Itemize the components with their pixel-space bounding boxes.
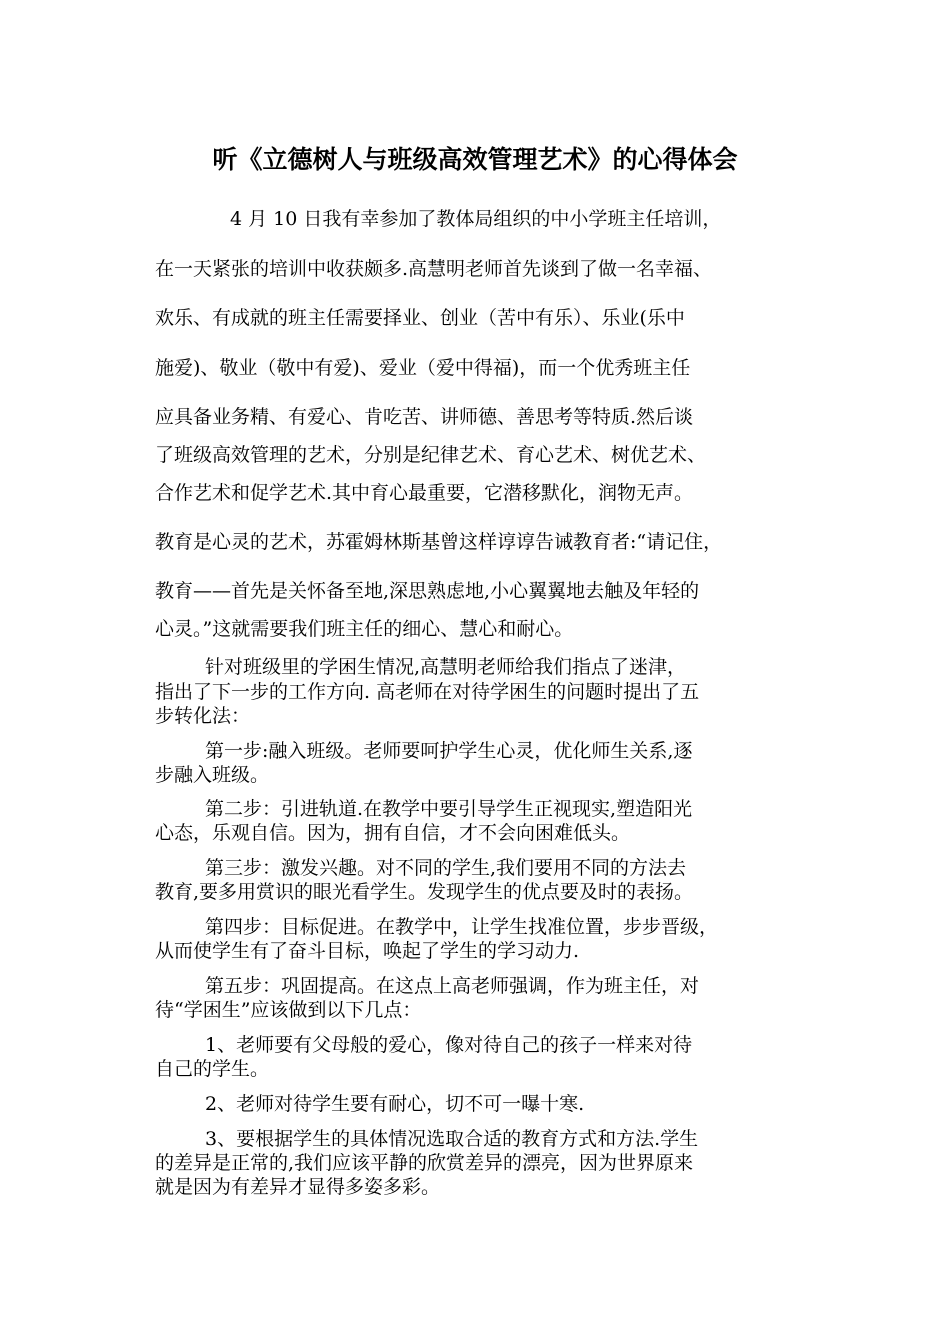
paragraph-line: 2、老师对待学生要有耐心，切不可一曝十寒.: [205, 1093, 585, 1115]
paragraph-line: 步融入班级。: [155, 764, 270, 786]
paragraph-line: 了班级高效管理的艺术，分别是纪律艺术、育心艺术、树优艺术、: [155, 444, 707, 466]
paragraph-line: 步转化法：: [155, 705, 251, 727]
paragraph-line: 的差异是正常的,我们应该平静的欣赏差异的漂亮，因为世界原来: [155, 1152, 694, 1174]
paragraph-line: 就是因为有差异才显得多姿多彩。: [155, 1176, 441, 1198]
paragraph-line: 指出了下一步的工作方向. 高老师在对待学困生的问题时提出了五: [155, 681, 700, 703]
paragraph-line: 施爱)、敬业（敬中有爱)、爱业（爱中得福)，而一个优秀班主任: [155, 357, 691, 379]
paragraph-line: 在一天紧张的培训中收获颇多.高慧明老师首先谈到了做一名幸福、: [155, 258, 713, 280]
paragraph-line: 待“学困生”应该做到以下几点：: [155, 999, 422, 1021]
paragraph-line: 教育是心灵的艺术，苏霍姆林斯基曾这样谆谆告诫教育者:“请记住，: [155, 531, 723, 553]
paragraph-line: 心灵。”这就需要我们班主任的细心、慧心和耐心。: [155, 618, 574, 640]
paragraph-line: 应具备业务精、有爱心、肯吃苦、讲师德、善思考等特质.然后谈: [155, 406, 694, 428]
paragraph-line: 欢乐、有成就的班主任需要择业、创业（苦中有乐）、乐业(乐中: [155, 307, 685, 329]
paragraph-line: 第四步：目标促进。在教学中，让学生找准位置，步步晋级，: [205, 916, 719, 938]
paragraph-line: 教育——首先是关怀备至地,深思熟虑地,小心翼翼地去触及年轻的: [155, 580, 700, 602]
paragraph-line: 第一步:融入班级。老师要呵护学生心灵，优化师生关系,逐: [205, 740, 693, 762]
paragraph-line: 自己的学生。: [155, 1058, 270, 1080]
paragraph-line: 心态，乐观自信。因为，拥有自信，才不会向困难低头。: [155, 822, 631, 844]
paragraph-line: 合作艺术和促学艺术.其中育心最重要，它潜移默化，润物无声。: [155, 482, 694, 504]
document-title: 听《立德树人与班级高效管理艺术》的心得体会: [212, 145, 738, 174]
paragraph-line: 针对班级里的学困生情况,高慧明老师给我们指点了迷津，: [205, 656, 687, 678]
paragraph-line: 第五步：巩固提高。在这点上高老师强调，作为班主任，对: [205, 975, 700, 997]
paragraph-line: 3、要根据学生的具体情况选取合适的教育方式和方法.学生: [205, 1128, 699, 1150]
paragraph-line: 1、老师要有父母般的爱心，像对待自己的孩子一样来对待: [205, 1034, 693, 1056]
paragraph-line: 第三步：激发兴趣。对不同的学生,我们要用不同的方法去: [205, 857, 687, 879]
paragraph-line: 第二步：引进轨道.在教学中要引导学生正视现实,塑造阳光: [205, 798, 693, 820]
paragraph-line: 从而使学生有了奋斗目标，唤起了学生的学习动力.: [155, 940, 580, 962]
paragraph-line: 4 月 10 日我有幸参加了教体局组织的中小学班主任培训，: [230, 208, 722, 230]
paragraph-line: 教育,要多用赏识的眼光看学生。发现学生的优点要及时的表扬。: [155, 881, 694, 903]
